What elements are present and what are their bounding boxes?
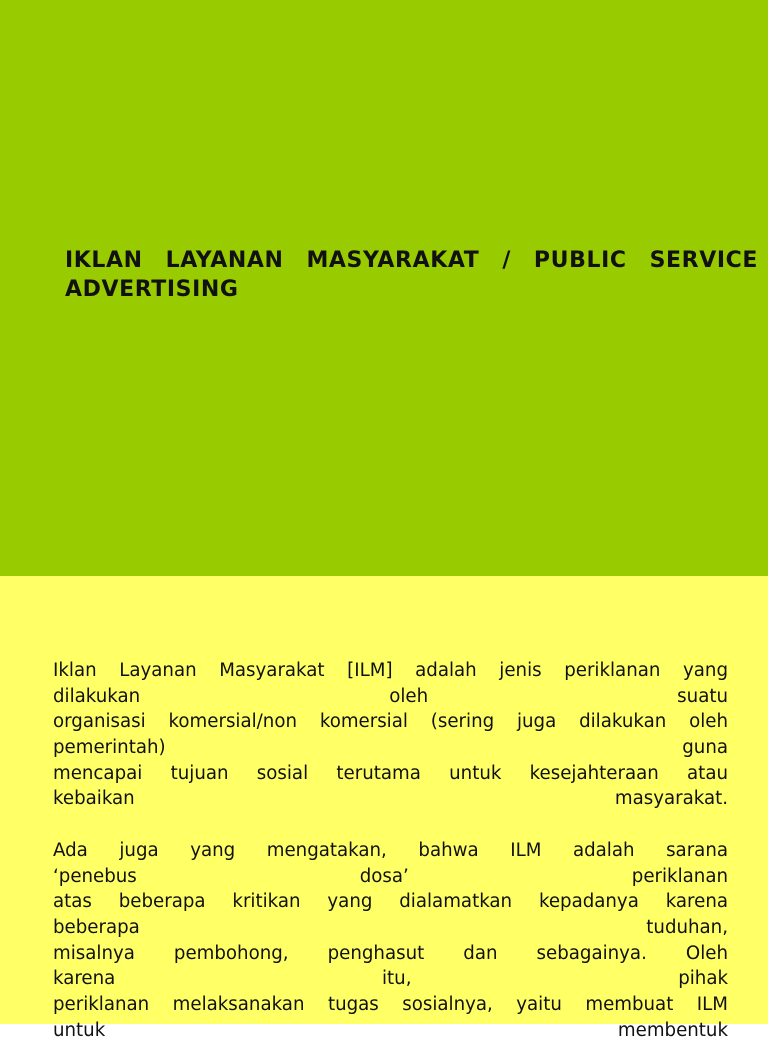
paragraph (53, 658, 728, 812)
paragraph-line: Ada juga yang mengatakan, bahwa ILM adalah sarana (53, 839, 728, 861)
paragraph-line: pemerintah) guna (53, 737, 728, 759)
paragraph-line: karena itu, pihak (53, 968, 728, 990)
paragraph-line: misalnya pembohong, penghasut dan sebagainya. Oleh (53, 942, 728, 964)
paragraph-line: Iklan Layanan Masyarakat [ILM] adalah jenis periklanan yang (53, 660, 728, 681)
paragraph-line: periklanan melaksanakan tugas sosialnya, yaitu membuat ILM (53, 993, 728, 1015)
paragraph-line: mencapai tujuan sosial terutama untuk kesejahteraan atau (53, 762, 728, 784)
paragraph-line: untuk membentuk (53, 1019, 728, 1041)
paragraph-line: atas beberapa kritikan yang dialamatkan kepadanya karena (53, 891, 728, 913)
paragraph-line: organisasi komersial/non komersial (sering juga dilakukan oleh (53, 711, 728, 733)
paragraph-gap (53, 812, 728, 838)
page-title: IKLAN LAYANAN MASYARAKAT / PUBLIC SERVICE ADVERTISING (65, 248, 758, 302)
paragraph-line: ‘penebus dosa’ periklanan (53, 865, 728, 887)
body-text (53, 658, 728, 1043)
paragraph-line: dilakukan oleh suatu (53, 685, 728, 707)
body-section (0, 576, 768, 1041)
paragraph (53, 838, 728, 1043)
paragraph-line: beberapa tuduhan, (53, 916, 728, 938)
paragraph-line: kebaikan masyarakat. (53, 788, 728, 810)
